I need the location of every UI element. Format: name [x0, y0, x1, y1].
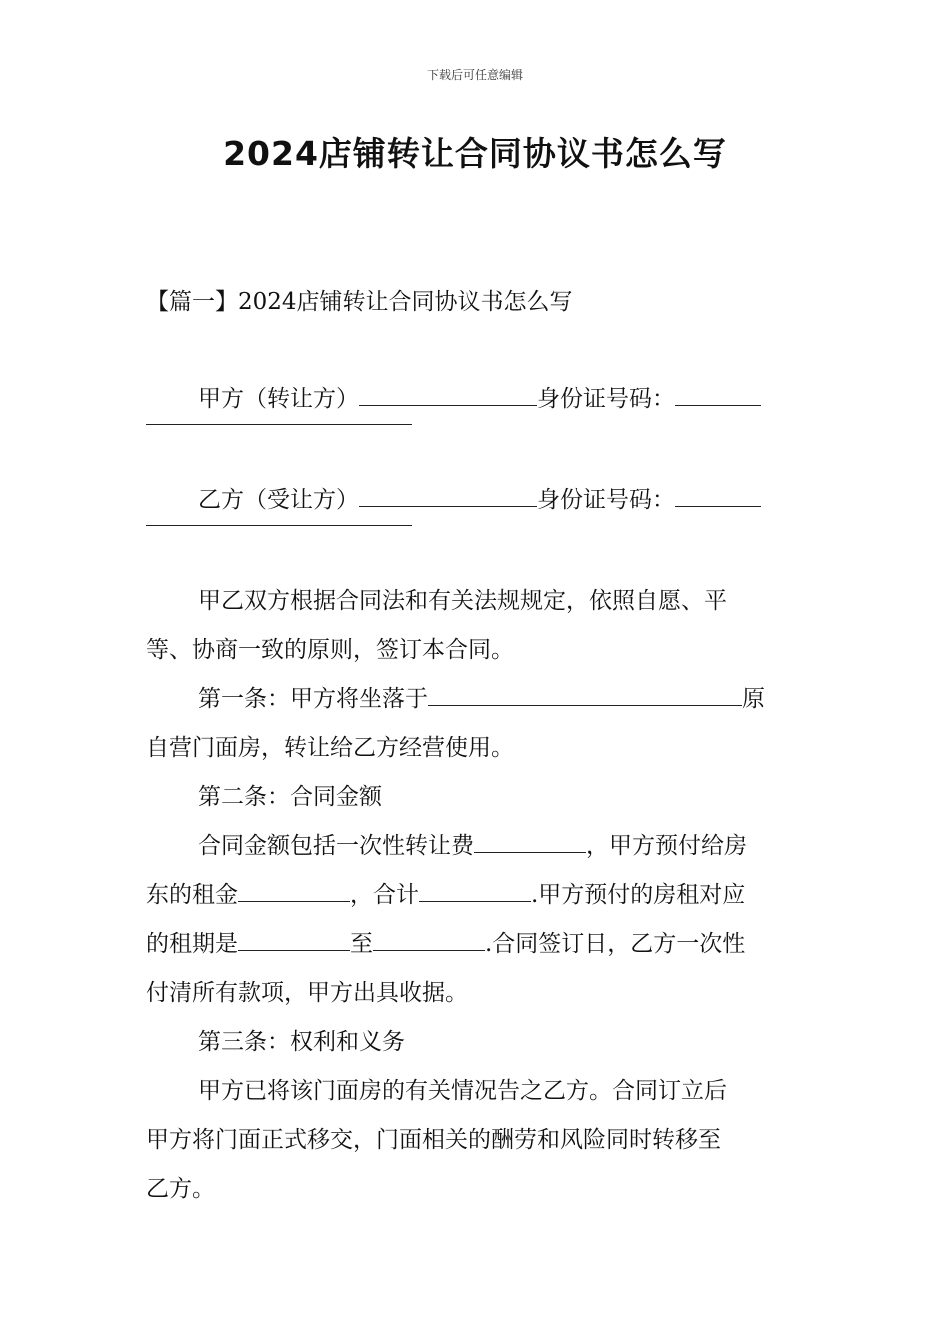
article-2-heading: 第二条：合同金额 [198, 784, 382, 810]
party-a-name-blank [359, 375, 537, 406]
party-b-line [146, 476, 806, 525]
article-2-text-1a: 合同金额包括一次性转让费 [198, 833, 474, 859]
article-1-suffix: 原 [742, 686, 765, 712]
party-b-label: 乙方（受让方） [198, 487, 359, 513]
article-2-line-3 [146, 920, 806, 969]
article-1-location-blank [428, 675, 742, 706]
section-heading: 【篇一】2024店铺转让合同协议书怎么写 [146, 289, 573, 315]
party-a-id-blank [675, 375, 761, 406]
article-2-text-2b: ，合计 [350, 882, 419, 908]
lease-start-blank [238, 920, 350, 951]
party-b-id-blank [675, 476, 761, 507]
total-blank [419, 871, 531, 902]
article-3-line-2: 甲方将门面正式移交，门面相关的酬劳和风险同时转移至 [146, 1127, 721, 1153]
rent-blank [238, 871, 350, 902]
article-2-line-1 [146, 822, 806, 871]
article-3-line-1: 甲方已将该门面房的有关情况告之乙方。合同订立后 [198, 1078, 727, 1104]
preamble-line-1: 甲乙双方根据合同法和有关法规规定，依照自愿、平 [198, 588, 727, 614]
article-2-text-2c: .甲方预付的房租对应 [531, 882, 746, 908]
article-1-line-2: 自营门面房，转让给乙方经营使用。 [146, 735, 514, 761]
article-2-text-3b: 至 [350, 931, 373, 957]
article-3-line-3: 乙方。 [146, 1176, 215, 1202]
header-note: 下载后可任意编辑 [426, 68, 523, 82]
party-a-id-label: 身份证号码： [537, 386, 675, 412]
document-body [146, 278, 806, 1214]
transfer-fee-blank [474, 822, 586, 853]
party-b-id-continuation [146, 525, 806, 565]
article-1-line-1 [146, 675, 806, 724]
party-a-line [146, 375, 806, 424]
party-b-id-blank-continued [146, 525, 412, 526]
article-2-text-2a: 东的租金 [146, 882, 238, 908]
preamble-line-2: 等、协商一致的原则，签订本合同。 [146, 637, 514, 663]
article-3-heading: 第三条：权利和义务 [198, 1029, 405, 1055]
article-2-text-3c: .合同签订日，乙方一次性 [485, 931, 746, 957]
party-b-name-blank [359, 476, 537, 507]
article-2-line-2 [146, 871, 806, 920]
lease-end-blank [373, 920, 485, 951]
article-2-line-4: 付清所有款项，甲方出具收据。 [146, 980, 468, 1006]
party-a-label: 甲方（转让方） [198, 386, 359, 412]
article-2-text-3a: 的租期是 [146, 931, 238, 957]
document-title: 2024店铺转让合同协议书怎么写 [223, 134, 727, 173]
article-2-text-1b: ，甲方预付给房 [586, 833, 747, 859]
article-1-prefix: 第一条：甲方将坐落于 [198, 686, 428, 712]
party-a-id-blank-continued [146, 424, 412, 425]
party-b-id-label: 身份证号码： [537, 487, 675, 513]
party-a-id-continuation [146, 424, 806, 464]
